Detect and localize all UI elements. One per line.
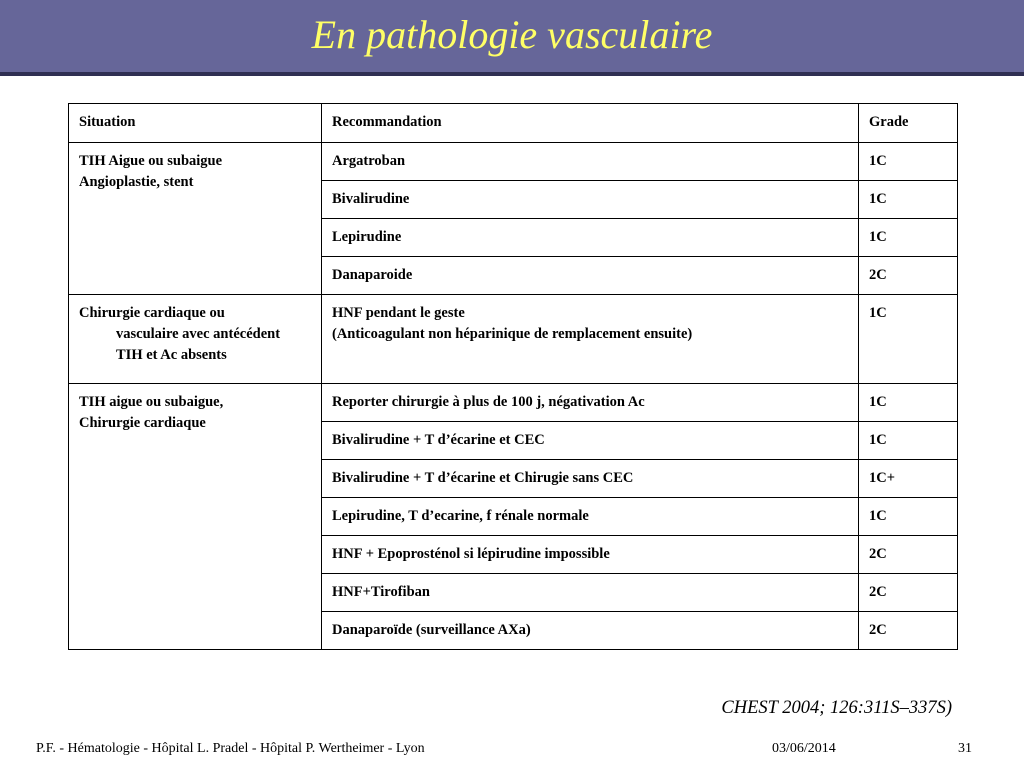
recommendation-cell: Argatroban	[322, 143, 859, 181]
grade-cell: 2C	[859, 536, 958, 574]
footer-source: P.F. - Hématologie - Hôpital L. Pradel - Hôpital P. Wertheimer - Lyon	[36, 741, 425, 756]
page-number: 31	[958, 741, 972, 756]
header-grade: Grade	[859, 104, 958, 143]
title-bar	[0, 0, 1024, 76]
grade-cell: 2C	[859, 574, 958, 612]
situation-line: Angioplastie, stent	[79, 174, 194, 190]
situation-line: Chirurgie cardiaque	[79, 415, 206, 431]
situation-line: TIH Aigue ou subaigue	[79, 153, 223, 169]
situation-cell	[69, 295, 322, 384]
recommendations-table	[68, 103, 958, 650]
grade-cell: 1C	[859, 219, 958, 257]
grade-cell: 1C	[859, 384, 958, 422]
recommendation-cell: HNF+Tirofiban	[322, 574, 859, 612]
recommendation-cell: Danaparoide	[322, 257, 859, 295]
table-row	[69, 384, 958, 422]
recommendation-cell: Lepirudine, T d’ecarine, f rénale normale	[322, 498, 859, 536]
grade-cell: 1C	[859, 498, 958, 536]
recommendation-cell: Danaparoïde (surveillance AXa)	[322, 612, 859, 650]
recommendation-line: (Anticoagulant non héparinique de remplacement ensuite)	[332, 326, 693, 342]
table-row	[69, 295, 958, 384]
situation-line: Chirurgie cardiaque ou	[79, 305, 225, 321]
recommendation-cell: Bivalirudine + T d’écarine et Chirugie sans CEC	[322, 460, 859, 498]
table-header-row	[69, 104, 958, 143]
recommendation-cell: HNF + Epoprosténol si lépirudine impossible	[322, 536, 859, 574]
header-recommendation: Recommandation	[322, 104, 859, 143]
grade-cell: 1C	[859, 181, 958, 219]
slide-title: En pathologie vasculaire	[311, 11, 713, 57]
recommendation-line: HNF pendant le geste	[332, 305, 465, 321]
situation-line: vasculaire avec antécédent	[116, 326, 281, 342]
situation-line: TIH aigue ou subaigue,	[79, 394, 224, 410]
grade-cell: 2C	[859, 612, 958, 650]
table-row	[69, 143, 958, 181]
footer-date: 03/06/2014	[772, 741, 836, 756]
recommendation-cell: Bivalirudine + T d’écarine et CEC	[322, 422, 859, 460]
situation-cell	[69, 384, 322, 650]
grade-cell: 1C	[859, 295, 958, 384]
grade-cell: 1C	[859, 143, 958, 181]
grade-cell: 1C+	[859, 460, 958, 498]
grade-cell: 1C	[859, 422, 958, 460]
grade-cell: 2C	[859, 257, 958, 295]
situation-line: TIH et Ac absents	[116, 347, 227, 363]
recommendation-cell: Bivalirudine	[322, 181, 859, 219]
recommendation-cell: Lepirudine	[322, 219, 859, 257]
citation: CHEST 2004; 126:311S–337S)	[721, 698, 952, 718]
situation-cell	[69, 143, 322, 295]
header-situation: Situation	[69, 104, 322, 143]
recommendation-cell	[322, 295, 859, 384]
recommendation-cell: Reporter chirurgie à plus de 100 j, négativation Ac	[322, 384, 859, 422]
